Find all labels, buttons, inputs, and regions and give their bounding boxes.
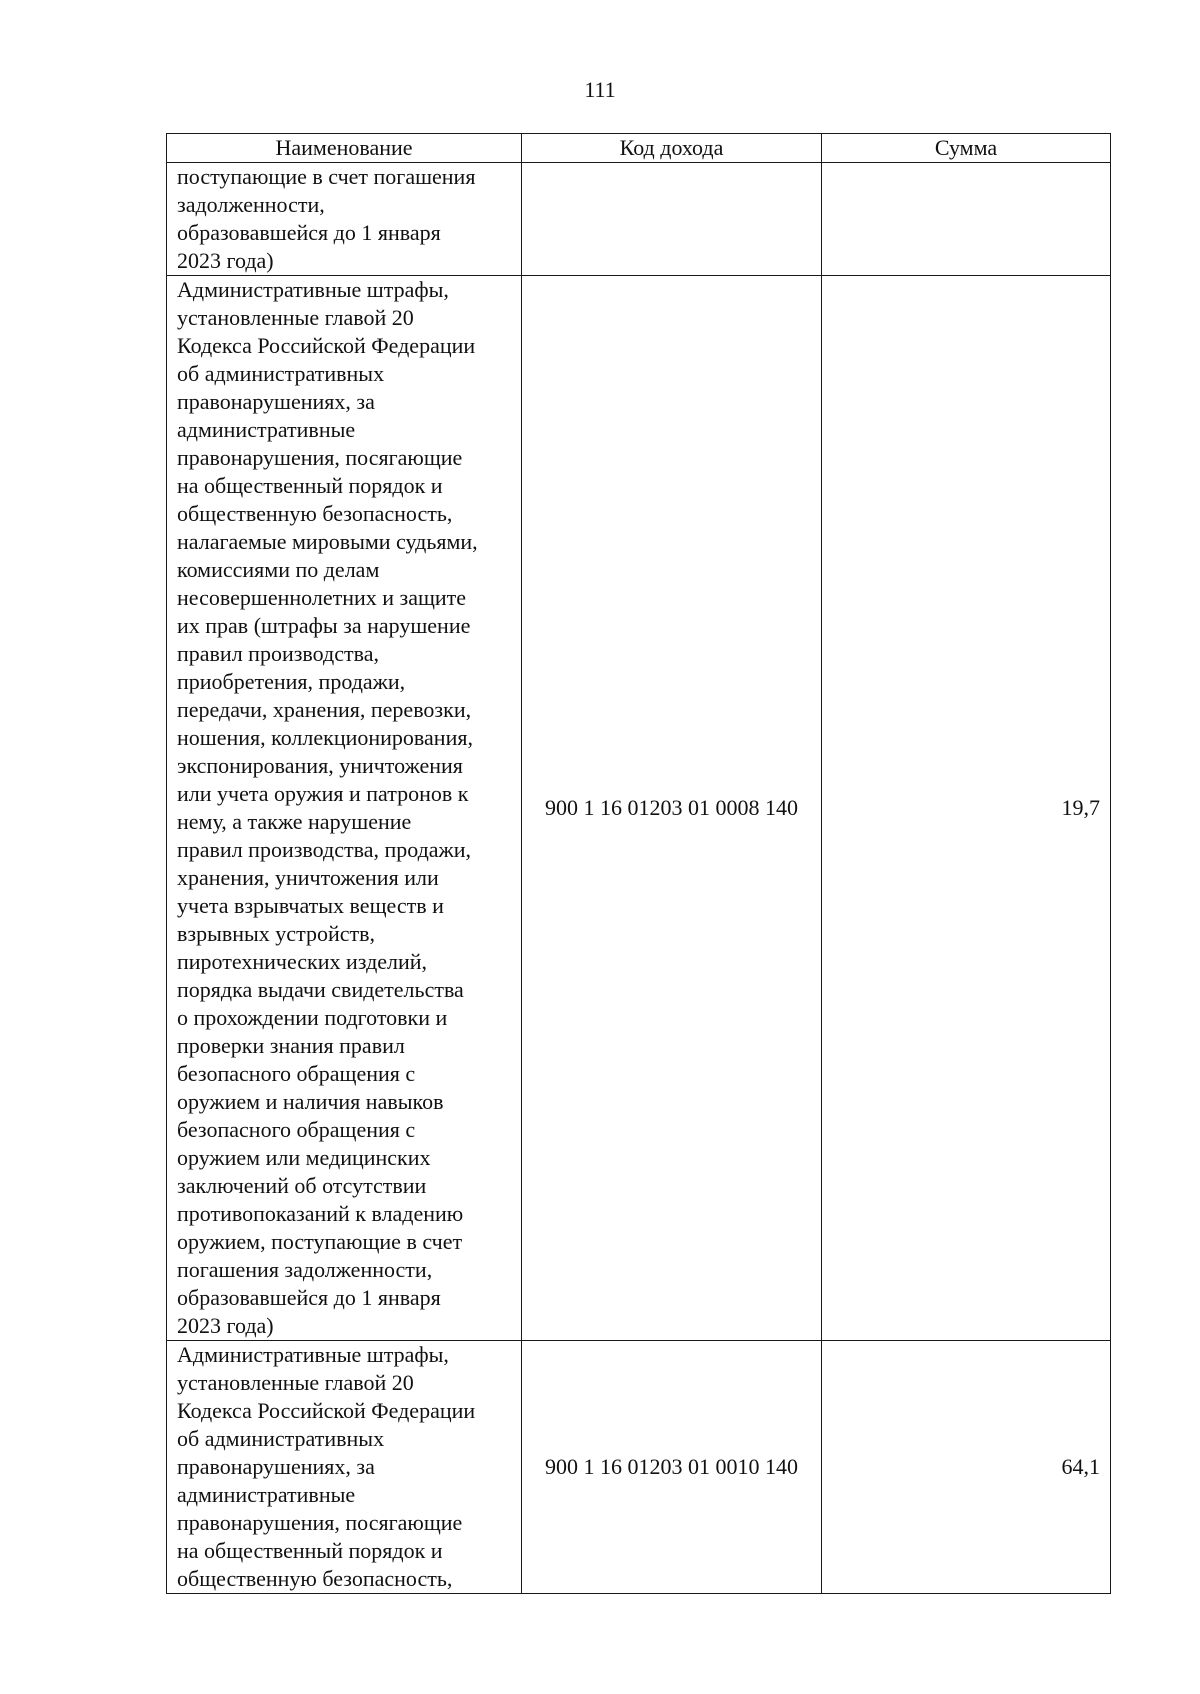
revenue-table <box>166 133 1111 1594</box>
page-number: 111 <box>584 77 616 102</box>
row-sum-cell: 64,1 <box>822 1341 1111 1594</box>
row-name-cell: поступающие в счет погашения задолженности, образовавшейся до 1 января 2023 года) <box>167 163 522 276</box>
header-sum: Сумма <box>822 134 1111 163</box>
row-sum-cell <box>822 163 1111 276</box>
row-name-cell: Административные штрафы, установленные главой 20 Кодекса Российской Федерации об административных правонарушениях, за административные правонарушения, посягающие на общественный порядок и общественную безопасность, <box>167 1341 522 1594</box>
table-row <box>167 163 1111 276</box>
table-row <box>167 1341 1111 1594</box>
row-code-cell <box>522 163 822 276</box>
row-sum-cell: 19,7 <box>822 276 1111 1341</box>
header-name: Наименование <box>167 134 522 163</box>
table-header-row <box>167 134 1111 163</box>
table-row <box>167 276 1111 1341</box>
row-code-cell: 900 1 16 01203 01 0008 140 <box>522 276 822 1341</box>
row-name-cell: Административные штрафы, установленные главой 20 Кодекса Российской Федерации об административных правонарушениях, за административные правонарушения, посягающие на общественный порядок и общественную безопасность, налагаемые мировыми судьями, комиссиями по делам несовершеннолетних и защите их прав (штрафы за нарушение правил производства, приобретения, продажи, передачи, хранения, перевозки, ношения, коллекционирования, экспонирования, уничтожения или учета оружия и патронов к нему, а также нарушение правил производства, продажи, хранения, уничтожения или учета взрывчатых веществ и взрывных устройств, пиротехнических изделий, порядка выдачи свидетельства о прохождении подготовки и проверки знания правил безопасного обращения с оружием и наличия навыков безопасного обращения с оружием или медицинских заключений об отсутствии противопоказаний к владению оружием, поступающие в счет погашения задолженности, образовавшейся до 1 января 2023 года) <box>167 276 522 1341</box>
header-code: Код дохода <box>522 134 822 163</box>
row-code-cell: 900 1 16 01203 01 0010 140 <box>522 1341 822 1594</box>
